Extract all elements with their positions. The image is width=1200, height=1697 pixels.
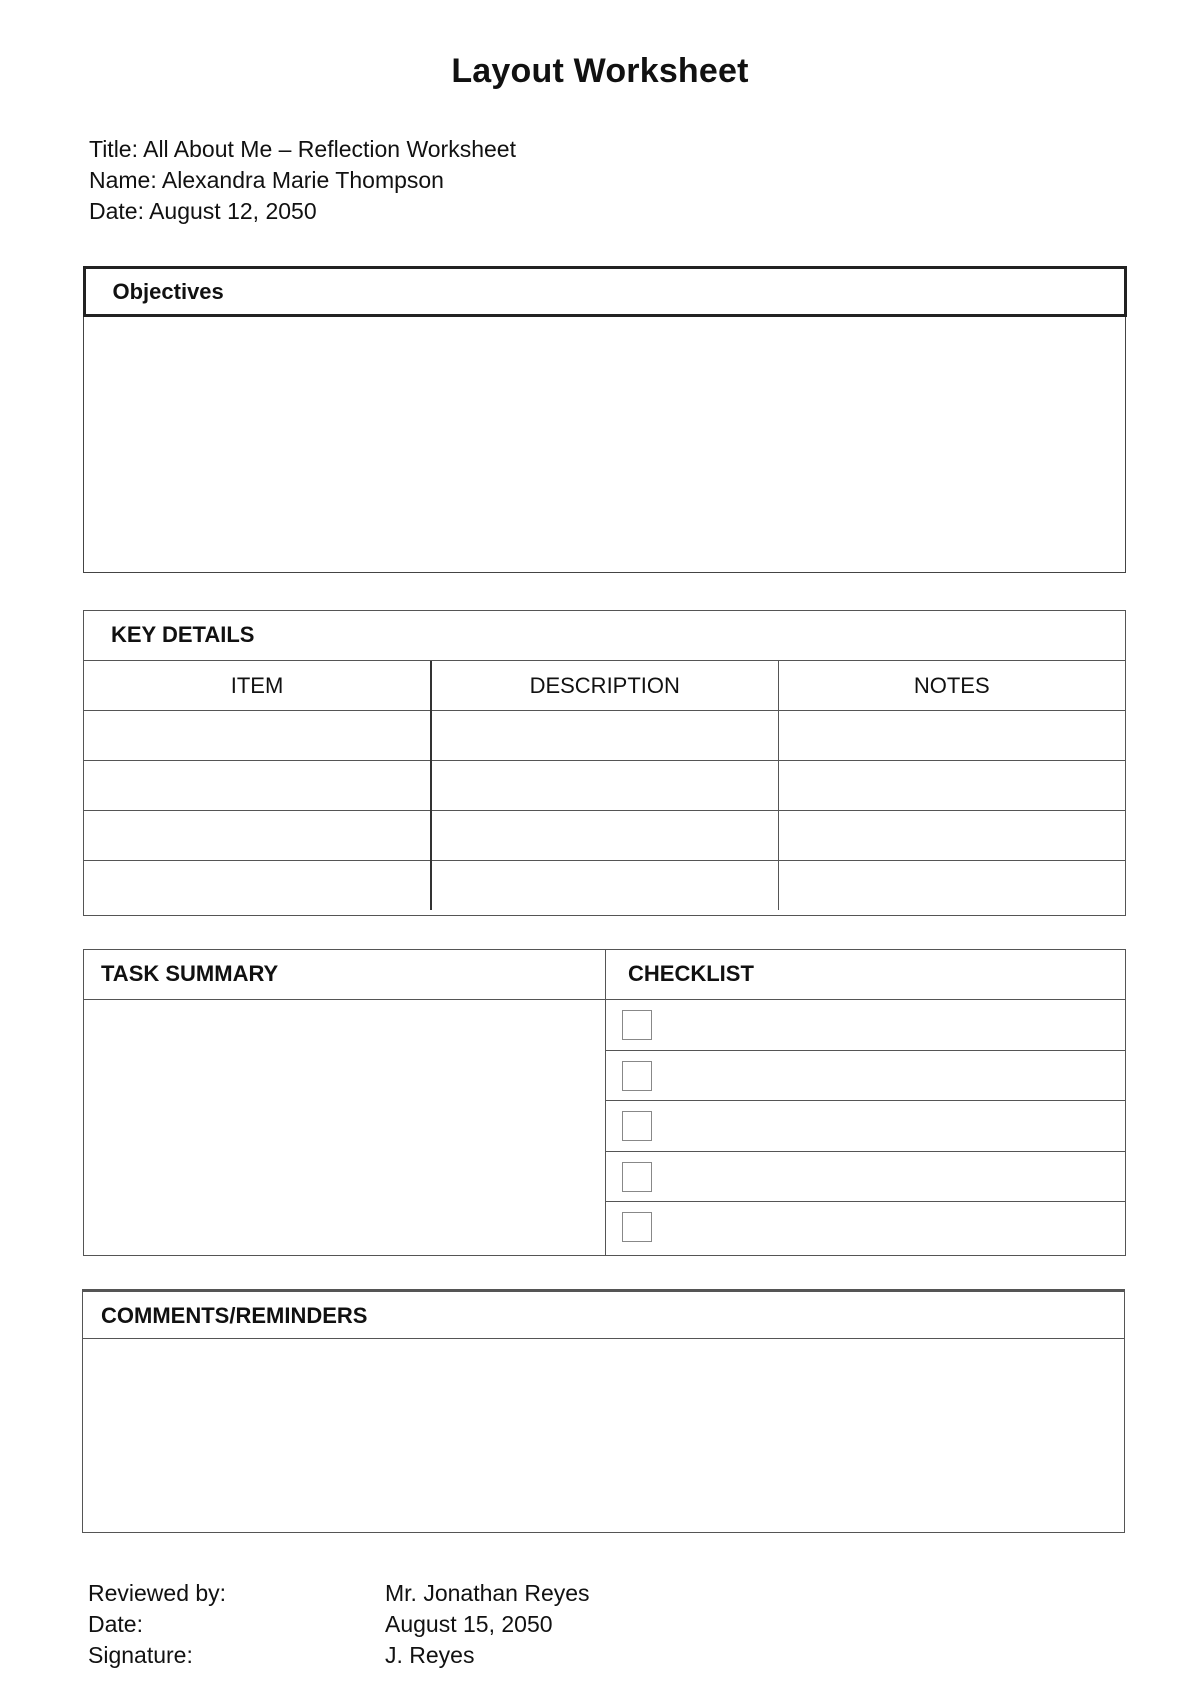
checklist-heading: CHECKLIST [606, 950, 1125, 1000]
checkbox[interactable] [622, 1061, 652, 1091]
task-summary-panel [84, 950, 606, 1255]
review-date-row [88, 1609, 590, 1640]
table-header-row [84, 661, 1125, 711]
task-checklist-section [83, 949, 1126, 1256]
meta-name: Name: Alexandra Marie Thompson [89, 167, 444, 193]
reviewed-by-label: Reviewed by: [88, 1580, 227, 1606]
comments-area[interactable] [83, 1339, 1124, 1529]
table-row [84, 811, 1125, 861]
objectives-heading: Objectives [83, 266, 1127, 317]
task-summary-area[interactable] [84, 1000, 605, 1255]
checklist-item [606, 1202, 1125, 1253]
signature-value: J. Reyes [385, 1642, 475, 1668]
table-cell-item[interactable] [84, 811, 431, 861]
column-header-description: DESCRIPTION [431, 661, 778, 711]
checkbox[interactable] [622, 1010, 652, 1040]
comments-heading: COMMENTS/REMINDERS [83, 1290, 1124, 1339]
table-cell-description[interactable] [431, 861, 778, 911]
key-details-table [84, 661, 1125, 910]
checklist-item [606, 1051, 1125, 1102]
signature-label: Signature: [88, 1642, 193, 1668]
checkbox[interactable] [622, 1111, 652, 1141]
meta-title: Title: All About Me – Reflection Worksheet [89, 136, 516, 162]
table-cell-description[interactable] [431, 811, 778, 861]
task-summary-heading: TASK SUMMARY [84, 950, 605, 1000]
column-header-item: ITEM [84, 661, 431, 711]
table-cell-notes[interactable] [778, 761, 1125, 811]
table-row [84, 711, 1125, 761]
checklist-item [606, 1000, 1125, 1051]
table-cell-notes[interactable] [778, 811, 1125, 861]
column-header-notes: NOTES [778, 661, 1125, 711]
table-row [84, 761, 1125, 811]
key-details-heading: KEY DETAILS [84, 611, 1125, 661]
table-cell-notes[interactable] [778, 861, 1125, 911]
checkbox[interactable] [622, 1162, 652, 1192]
table-cell-item[interactable] [84, 711, 431, 761]
objectives-area[interactable] [84, 317, 1125, 567]
table-cell-description[interactable] [431, 711, 778, 761]
reviewed-by-row [88, 1578, 590, 1609]
checklist-item [606, 1152, 1125, 1203]
review-date-value: August 15, 2050 [385, 1611, 553, 1637]
review-date-label: Date: [88, 1611, 143, 1637]
comments-section [82, 1289, 1125, 1533]
table-cell-item[interactable] [84, 861, 431, 911]
review-block [88, 1578, 590, 1671]
reviewed-by-value: Mr. Jonathan Reyes [385, 1580, 590, 1606]
table-cell-item[interactable] [84, 761, 431, 811]
checkbox[interactable] [622, 1212, 652, 1242]
worksheet-meta [89, 134, 516, 227]
table-row [84, 861, 1125, 911]
table-cell-description[interactable] [431, 761, 778, 811]
meta-date: Date: August 12, 2050 [89, 198, 317, 224]
signature-row [88, 1640, 590, 1671]
key-details-section [83, 610, 1126, 916]
table-cell-notes[interactable] [778, 711, 1125, 761]
checklist-panel [606, 950, 1125, 1255]
objectives-section [83, 266, 1126, 573]
page-title: Layout Worksheet [451, 52, 749, 90]
checklist-item [606, 1101, 1125, 1152]
